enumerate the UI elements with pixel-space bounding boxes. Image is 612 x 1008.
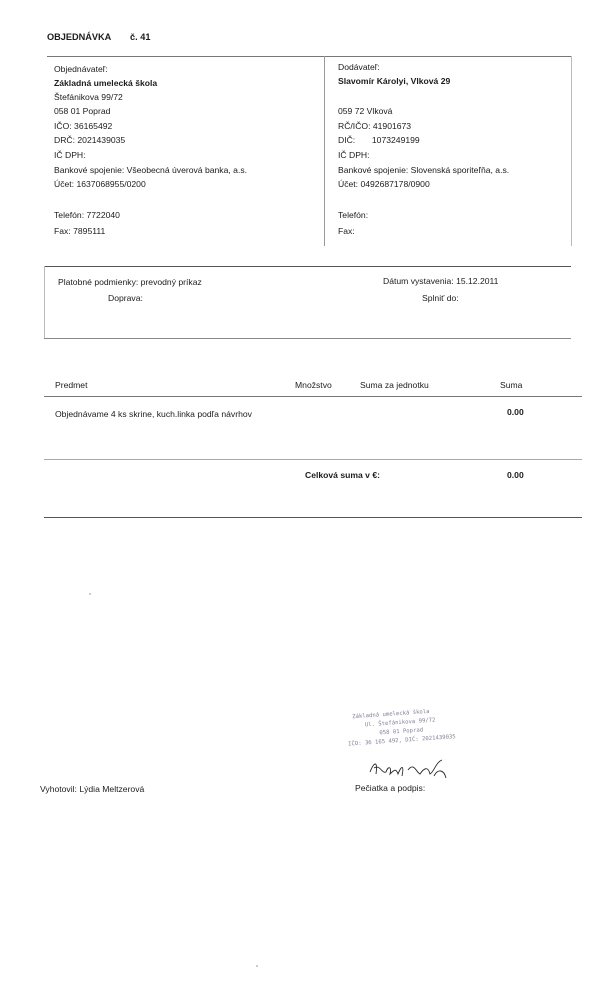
supplier-label: Dodávateľ: — [338, 62, 380, 72]
buyer-phone: Telefón: 7722040 — [54, 210, 120, 220]
buyer-label: Objednávateľ: — [54, 64, 108, 74]
terms-box-bottom-border — [44, 338, 571, 339]
terms-box-top-border — [44, 266, 571, 267]
issue-date: Dátum vystavenia: 15.12.2011 — [383, 276, 499, 286]
column-header-unit-price: Suma za jednotku — [360, 380, 429, 390]
parties-box-right-border — [571, 56, 572, 246]
handwritten-signature — [364, 752, 454, 786]
stamp-and-signature-label: Pečiatka a podpis: — [355, 783, 426, 793]
buyer-account: Účet: 1637068955/0200 — [54, 179, 146, 189]
stamp-line-3: 058 01 Poprad — [379, 727, 424, 737]
buyer-ico: IČO: 36165492 — [54, 121, 113, 131]
buyer-icdph: IČ DPH: — [54, 150, 86, 160]
document-title: OBJEDNÁVKA — [47, 32, 112, 42]
total-rule — [44, 517, 582, 518]
prepared-by: Vyhotovil: Lýdia Meltzerová — [40, 784, 145, 794]
scan-speck — [256, 965, 258, 967]
total-label: Celková suma v €: — [305, 470, 380, 480]
supplier-bank: Bankové spojenie: Slovenská sporiteľňa, a.s. — [338, 165, 510, 175]
buyer-dic: DRČ: 2021439035 — [54, 135, 126, 145]
stamp-line-2: Ul. Štefánikova 99/72 — [364, 717, 436, 729]
payment-terms: Platobné podmienky: prevodný príkaz — [58, 277, 202, 287]
buyer-street: Štefánikova 99/72 — [54, 92, 123, 102]
order-number: č. 41 — [130, 32, 151, 42]
buyer-bank: Bankové spojenie: Všeobecná úverová banka, a.s. — [54, 165, 248, 175]
terms-box-left-border — [44, 266, 45, 338]
parties-box-top-border — [47, 56, 571, 57]
supplier-dic: DIČ: 1073249199 — [338, 135, 420, 145]
transport-label: Doprava: — [108, 293, 143, 303]
supplier-name: Slavomír Károlyi, Vlková 29 — [338, 76, 451, 86]
table-bottom-rule — [44, 459, 582, 460]
supplier-account: Účet: 0492687178/0900 — [338, 179, 430, 189]
buyer-city: 058 01 Poprad — [54, 106, 111, 116]
supplier-city: 059 72 Vlková — [338, 106, 393, 116]
column-header-quantity: Množstvo — [295, 380, 332, 390]
due-date-label: Splniť do: — [422, 293, 459, 303]
table-header-rule — [44, 396, 582, 397]
row-sum: 0.00 — [507, 407, 524, 417]
column-header-sum: Suma — [500, 380, 523, 390]
supplier-icdph: IČ DPH: — [338, 150, 370, 160]
column-header-item: Predmet — [55, 380, 88, 390]
parties-divider — [324, 56, 325, 246]
supplier-fax: Fax: — [338, 226, 355, 236]
buyer-name: Základná umelecká škola — [54, 78, 158, 88]
supplier-phone: Telefón: — [338, 210, 369, 220]
stamp-line-1: Základná umelecká škola — [352, 708, 430, 721]
scan-speck — [89, 593, 91, 595]
supplier-rc: RČ/IČO: 41901673 — [338, 121, 412, 131]
buyer-fax: Fax: 7895111 — [54, 226, 106, 236]
total-value: 0.00 — [507, 470, 524, 480]
row-item: Objednávame 4 ks skrine, kuch.linka podľa návrhov — [55, 409, 252, 419]
stamp-line-4: IČO: 36 165 492, DIČ: 2021439035 — [347, 734, 456, 748]
